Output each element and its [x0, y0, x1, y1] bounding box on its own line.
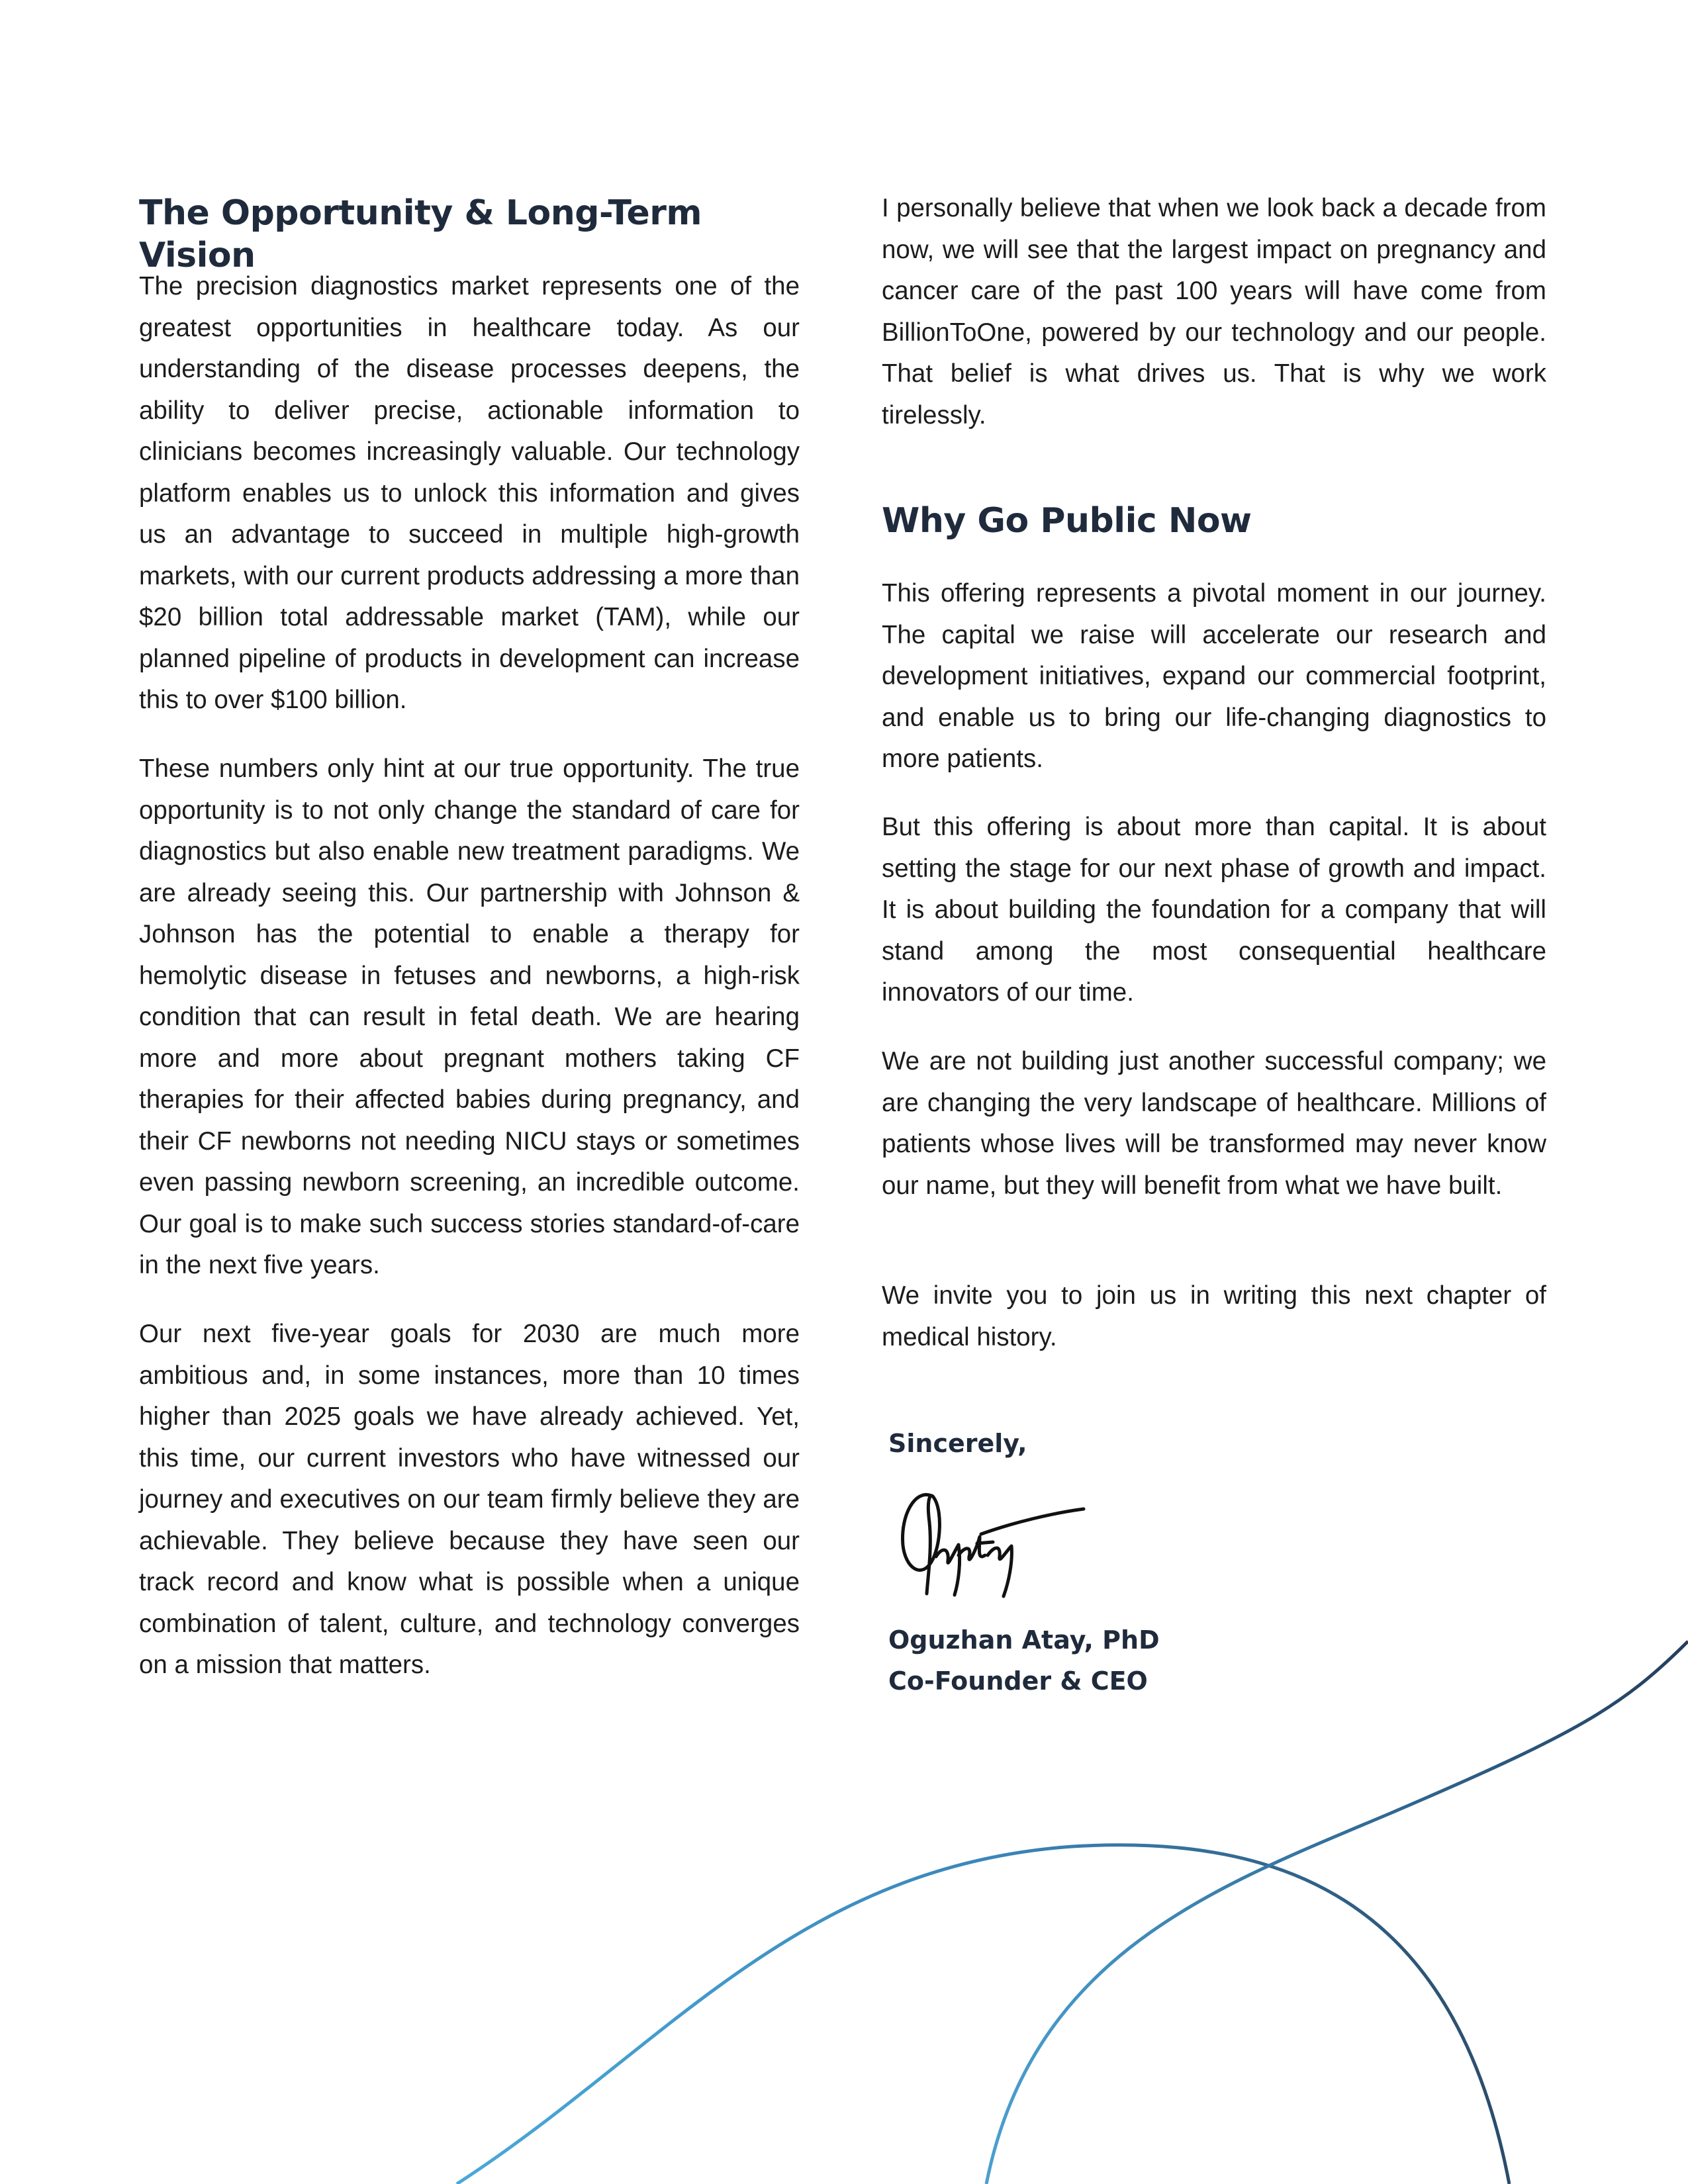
paragraph: This offering represents a pivotal moment in our journey. The capital we raise will accelerate our research and development initiatives, expand our commercial footprint, and enable us to bring our life-changing diagnostics to more patients.	[882, 579, 1546, 773]
decor-curve-b	[986, 1641, 1688, 2184]
section-heading-why-go-public: Why Go Public Now	[882, 501, 1252, 541]
paragraph: The precision diagnostics market represents one of the greatest opportunities in healthcare today. As our understanding of the disease processes deepens, the ability to deliver precise, actionable information to clinicians becomes increasingly valuable. Our technology platform enables us to unlock this information and gives us an advantage to succeed in multiple high-growth markets, with our current products addressing a more than $20 billion total addressable market (TAM), while our planned pipeline of products in development can increase this to over $100 billion.	[139, 272, 800, 714]
signature-image	[895, 1482, 1087, 1602]
decor-curve-a	[457, 1845, 1509, 2184]
closing-salutation: Sincerely,	[888, 1429, 1027, 1458]
paragraph: We are not building just another successful company; we are changing the very landscape of healthcare. Millions of patients whose lives will be transformed may never know our name, but they will benefit from what we have built.	[882, 1047, 1546, 1200]
paragraph: We invite you to join us in writing this next chapter of medical history.	[882, 1281, 1546, 1351]
signer-title: Co-Founder & CEO	[888, 1666, 1148, 1696]
paragraph: These numbers only hint at our true opportunity. The true opportunity is to not only change the standard of care for diagnostics but also enable new treatment paradigms. We are already seeing this. Our partnership with Johnson & Johnson has the potential to enable a therapy for hemolytic disease in fetuses and newborns, a high-risk condition that can result in fetal death. We are hearing more and more about pregnant mothers taking CF therapies for their affected babies during pregnancy, and their CF newborns not needing NICU stays or sometimes even passing newborn screening, an incredible outcome. Our goal is to make such success stories standard-of-care in the next five years.	[139, 754, 800, 1279]
section-heading-opportunity: The Opportunity & Long-Term Vision	[139, 193, 702, 275]
signer-name: Oguzhan Atay, PhD	[888, 1625, 1160, 1655]
paragraph: But this offering is about more than capital. It is about setting the stage for our next phase of growth and impact. It is about building the foundation for a company that will stand among the most consequential healthcare innovators of our time.	[882, 813, 1546, 1007]
paragraph: Our next five-year goals for 2030 are much more ambitious and, in some instances, more than 10 times higher than 2025 goals we have already achieved. Yet, this time, our current investors who have witnessed our journey and executives on our team firmly believe they are achievable. They believe because they have seen our track record and know what is possible when a unique combination of talent, culture, and technology converges on a mission that matters.	[139, 1320, 800, 1679]
paragraph: I personally believe that when we look back a decade from now, we will see that the largest impact on pregnancy and cancer care of the past 100 years will have come from BillionToOne, powered by our technology and our people. That belief is what drives us. That is why we work tirelessly.	[882, 194, 1546, 430]
